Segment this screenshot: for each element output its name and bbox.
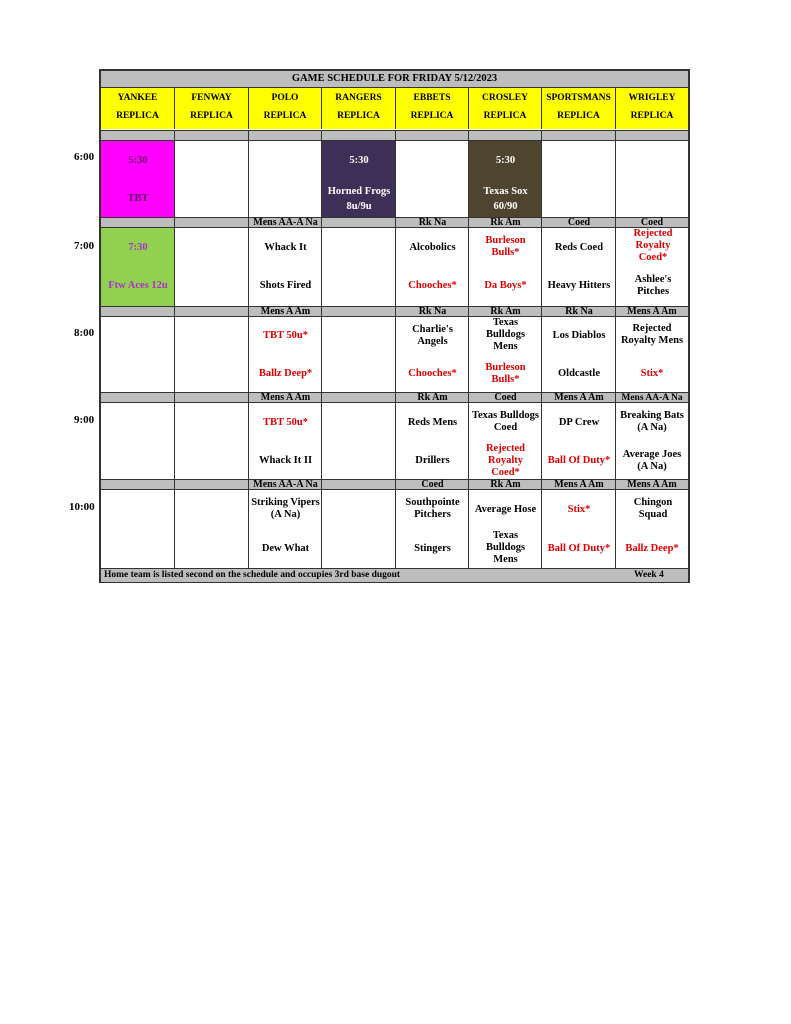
- col-sep-2: [248, 130, 249, 568]
- sportsmans-10-home: Stix*: [567, 504, 591, 515]
- slot9-label-ebbets: Rk Am: [417, 392, 448, 403]
- polo-9-away: Whack It II: [258, 455, 313, 466]
- slot8-label-sportsmans: Rk Na: [565, 306, 593, 317]
- slot7-label-ebbets: Rk Na: [418, 217, 447, 228]
- field-header-sportsmans: SPORTSMANS REPLICA: [542, 88, 616, 129]
- crosley-7-home: Burleson Bulls*: [485, 235, 526, 258]
- slot7-label-crosley: Rk Am: [490, 217, 521, 228]
- slot8-label-polo: Mens A Am: [260, 306, 311, 317]
- field-header-ebbets: EBBETS REPLICA: [396, 88, 469, 129]
- polo-9-home: TBT 50u*: [262, 417, 309, 428]
- yankee-6-time: 5:30: [128, 155, 148, 166]
- polo-7-home: Whack It: [264, 242, 307, 253]
- polo-10-home: Striking Vipers (A Na): [251, 497, 320, 520]
- crosley-8-home: Texas Bulldogs Mens: [485, 317, 526, 352]
- schedule-footer: [101, 568, 688, 582]
- slot9-label-wrigley: Mens AA-A Na: [621, 393, 683, 403]
- yankee-7-cell: [101, 228, 175, 306]
- time-label-10: 10:00: [69, 501, 95, 513]
- sportsmans-8-home: Los Diablos: [552, 330, 606, 341]
- wrigley-10-home: Chingon Squad: [633, 497, 673, 520]
- crosley-6-division: 60/90: [493, 201, 518, 212]
- slot10-label-polo: Mens AA-A Na: [253, 479, 318, 490]
- wrigley-9-home: Breaking Bats (A Na): [620, 410, 684, 433]
- slot7-label-sportsmans: Coed: [567, 217, 591, 228]
- crosley-8-away: Burleson Bulls*: [485, 362, 526, 385]
- crosley-6-time: 5:30: [495, 155, 516, 166]
- ebbets-9-home: Reds Mens: [407, 417, 458, 428]
- rangers-6-division: 8u/9u: [346, 201, 372, 212]
- sportsmans-7-away: Heavy Hitters: [547, 280, 611, 291]
- crosley-10-home: Average Hose: [474, 504, 537, 515]
- home-team-note: Home team is listed second on the schedule and occupies 3rd base dugout: [104, 570, 401, 580]
- slot10-label-sportsmans: Mens A Am: [554, 479, 604, 490]
- field-header-fenway: FENWAY REPLICA: [175, 88, 249, 129]
- wrigley-9-away: Average Joes (A Na): [622, 449, 682, 472]
- sportsmans-9-away: Ball Of Duty*: [547, 455, 611, 466]
- wrigley-7-home: Rejected Royalty Coed*: [633, 228, 673, 263]
- time-label-6: 6:00: [74, 151, 95, 163]
- ebbets-10-away: Stingers: [414, 543, 451, 554]
- polo-8-home: TBT 50u*: [262, 330, 309, 341]
- ebbets-10-home: Southpointe Pitchers: [405, 497, 460, 520]
- crosley-9-away: Rejected Royalty Coed*: [485, 443, 526, 478]
- wrigley-8-home: Rejected Royalty Mens: [620, 323, 684, 346]
- crosley-6-team: Texas Sox: [483, 186, 528, 197]
- slot10-label-wrigley: Mens A Am: [627, 479, 677, 490]
- slot8-label-wrigley: Mens A Am: [627, 306, 677, 317]
- sportsmans-7-home: Reds Coed: [554, 242, 604, 253]
- slot10-label-ebbets: Coed: [421, 479, 444, 490]
- wrigley-7-away: Ashlee's Pitches: [634, 274, 672, 297]
- polo-8-away: Ballz Deep*: [258, 368, 313, 379]
- col-sep-7: [615, 130, 616, 568]
- crosley-7-away: Da Boys*: [484, 280, 527, 291]
- ebbets-7-home: Alcobolics: [409, 242, 456, 253]
- field-header-rangers: RANGERS REPLICA: [322, 88, 396, 129]
- yankee-6-team: TBT: [127, 193, 149, 204]
- time-label-7: 7:00: [74, 240, 95, 252]
- sportsmans-10-away: Ball Of Duty*: [547, 543, 611, 554]
- time-label-8: 8:00: [74, 327, 95, 339]
- time-label-9: 9:00: [74, 414, 95, 426]
- slot7-label-wrigley: Coed: [640, 217, 664, 228]
- yankee-6-cell: [101, 141, 175, 217]
- ebbets-8-home: Charlie's Angels: [412, 324, 453, 347]
- rangers-6-time: 5:30: [349, 155, 369, 166]
- slot9-label-sportsmans: Mens A Am: [554, 392, 604, 403]
- sportsmans-9-home: DP Crew: [558, 417, 600, 428]
- field-header-wrigley: WRIGLEY REPLICA: [616, 88, 688, 129]
- sportsmans-8-away: Oldcastle: [558, 368, 600, 379]
- slot9-label-crosley: Coed: [494, 392, 517, 403]
- yankee-7-time: 7:30: [128, 242, 148, 253]
- field-header-crosley: CROSLEY REPLICA: [469, 88, 542, 129]
- field-header-yankee: YANKEE REPLICA: [101, 88, 175, 129]
- polo-7-away: Shots Fired: [259, 280, 312, 291]
- crosley-9-home: Texas Bulldogs Coed: [471, 410, 539, 433]
- ebbets-8-away: Chooches*: [408, 368, 457, 379]
- wrigley-8-away: Stix*: [640, 368, 664, 379]
- crosley-10-away: Texas Bulldogs Mens: [485, 530, 526, 565]
- ebbets-7-away: Chooches*: [408, 280, 457, 291]
- slot9-label-polo: Mens A Am: [260, 392, 311, 403]
- schedule-title: GAME SCHEDULE FOR FRIDAY 5/12/2023: [101, 71, 688, 88]
- schedule-table: [99, 69, 690, 583]
- slot10-label-crosley: Rk Am: [490, 479, 521, 490]
- slot8-label-ebbets: Rk Na: [418, 306, 447, 317]
- week-label: Week 4: [634, 570, 664, 580]
- yankee-7-team: Ftw Aces 12u: [108, 280, 168, 291]
- ebbets-9-away: Drillers: [415, 455, 450, 466]
- field-header-polo: POLO REPLICA: [249, 88, 322, 129]
- slot7-label-polo: Mens AA-A Na: [253, 217, 318, 228]
- slot8-label-crosley: Rk Am: [490, 306, 521, 317]
- wrigley-10-away: Ballz Deep*: [625, 543, 679, 554]
- rangers-6-team: Horned Frogs: [327, 186, 391, 197]
- polo-10-away: Dew What: [261, 543, 310, 554]
